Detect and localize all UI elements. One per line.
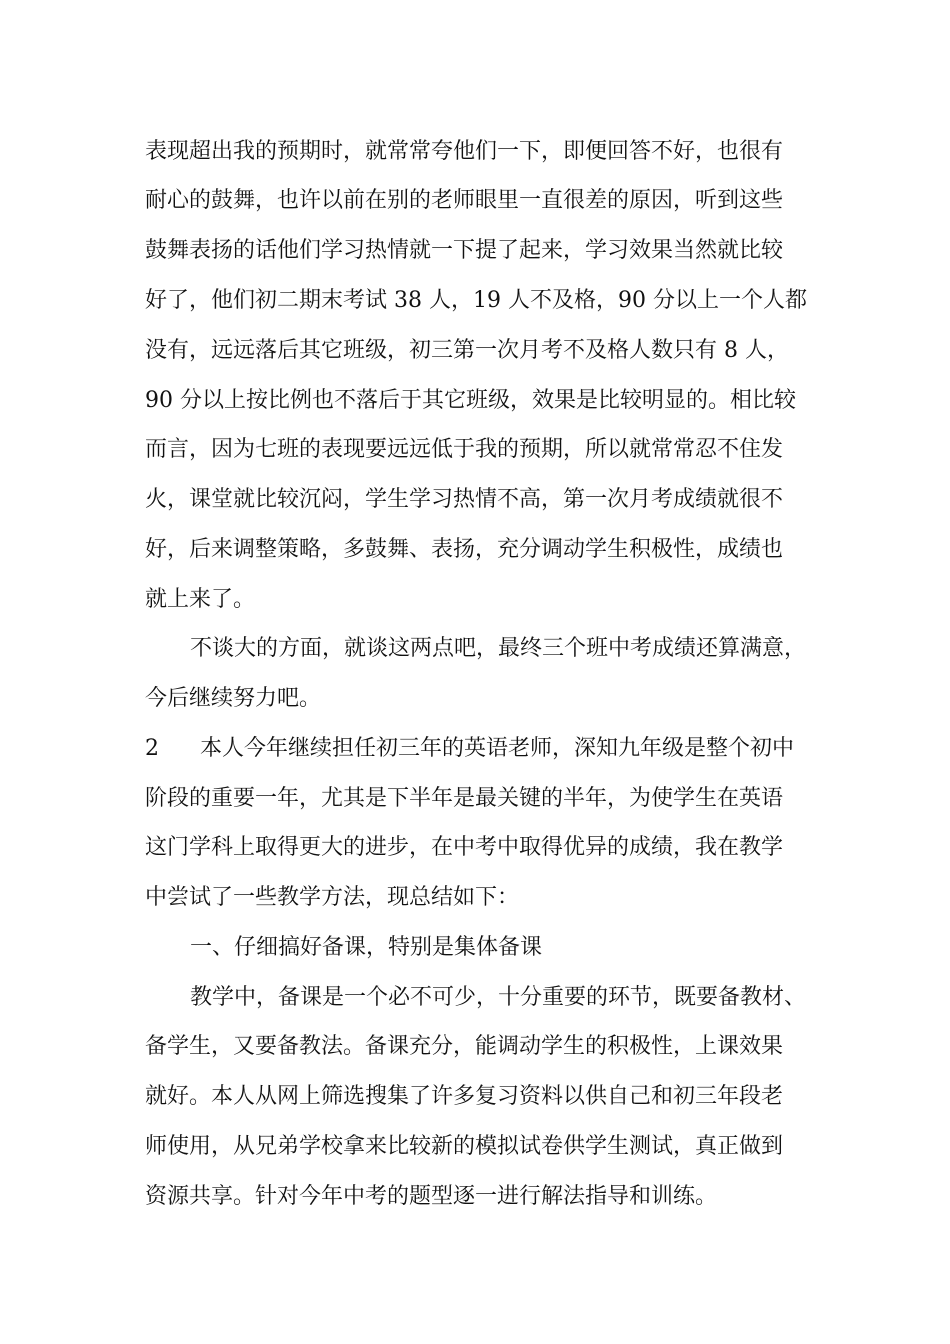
text-line: 好，后来调整策略，多鼓舞、表扬，充分调动学生积极性，成绩也 — [145, 537, 784, 562]
text-line: 鼓舞表扬的话他们学习热情就一下提了起来，学习效果当然就比较 — [145, 238, 784, 263]
section-heading: 一、仔细搞好备课，特别是集体备课 — [190, 935, 543, 960]
text-line: 火，课堂就比较沉闷，学生学习热情不高，第一次月考成绩就很不 — [145, 487, 784, 512]
paragraph-first-line: 教学中，备课是一个必不可少，十分重要的环节，既要备教材、 — [190, 985, 807, 1010]
section-number: 2 — [145, 736, 159, 761]
text-line: 表现超出我的预期时，就常常夸他们一下，即便回答不好，也很有 — [145, 139, 784, 164]
text-line: 就上来了。 — [145, 587, 256, 612]
text-line: 耐心的鼓舞，也许以前在别的老师眼里一直很差的原因，听到这些 — [145, 188, 784, 213]
text-line: 今后继续努力吧。 — [145, 686, 322, 711]
text-line: 好了，他们初二期末考试 38 人，19 人不及格，90 分以上一个人都 — [145, 288, 807, 313]
text-line: 中尝试了一些教学方法，现总结如下： — [145, 885, 520, 910]
text-line: 师使用，从兄弟学校拿来比较新的模拟试卷供学生测试，真正做到 — [145, 1134, 784, 1159]
text-line: 90 分以上按比例也不落后于其它班级，效果是比较明显的。相比较 — [145, 388, 796, 413]
paragraph-first-line: 不谈大的方面，就谈这两点吧，最终三个班中考成绩还算满意， — [190, 636, 807, 661]
text-line: 没有，远远落后其它班级，初三第一次月考不及格人数只有 8 人， — [145, 338, 789, 363]
text-line: 就好。本人从网上筛选搜集了许多复习资料以供自己和初三年段老 — [145, 1084, 784, 1109]
text-line: 这门学科上取得更大的进步，在中考中取得优异的成绩，我在教学 — [145, 835, 784, 860]
text-line: 阶段的重要一年，尤其是下半年是最关键的半年，为使学生在英语 — [145, 786, 784, 811]
text-line: 而言，因为七班的表现要远远低于我的预期，所以就常常忍不住发 — [145, 437, 784, 462]
text-line: 资源共享。针对今年中考的题型逐一进行解法指导和训练。 — [145, 1184, 718, 1209]
section-first-line: 本人今年继续担任初三年的英语老师，深知九年级是整个初中 — [200, 736, 795, 761]
text-line: 备学生，又要备教法。备课充分，能调动学生的积极性，上课效果 — [145, 1034, 784, 1059]
